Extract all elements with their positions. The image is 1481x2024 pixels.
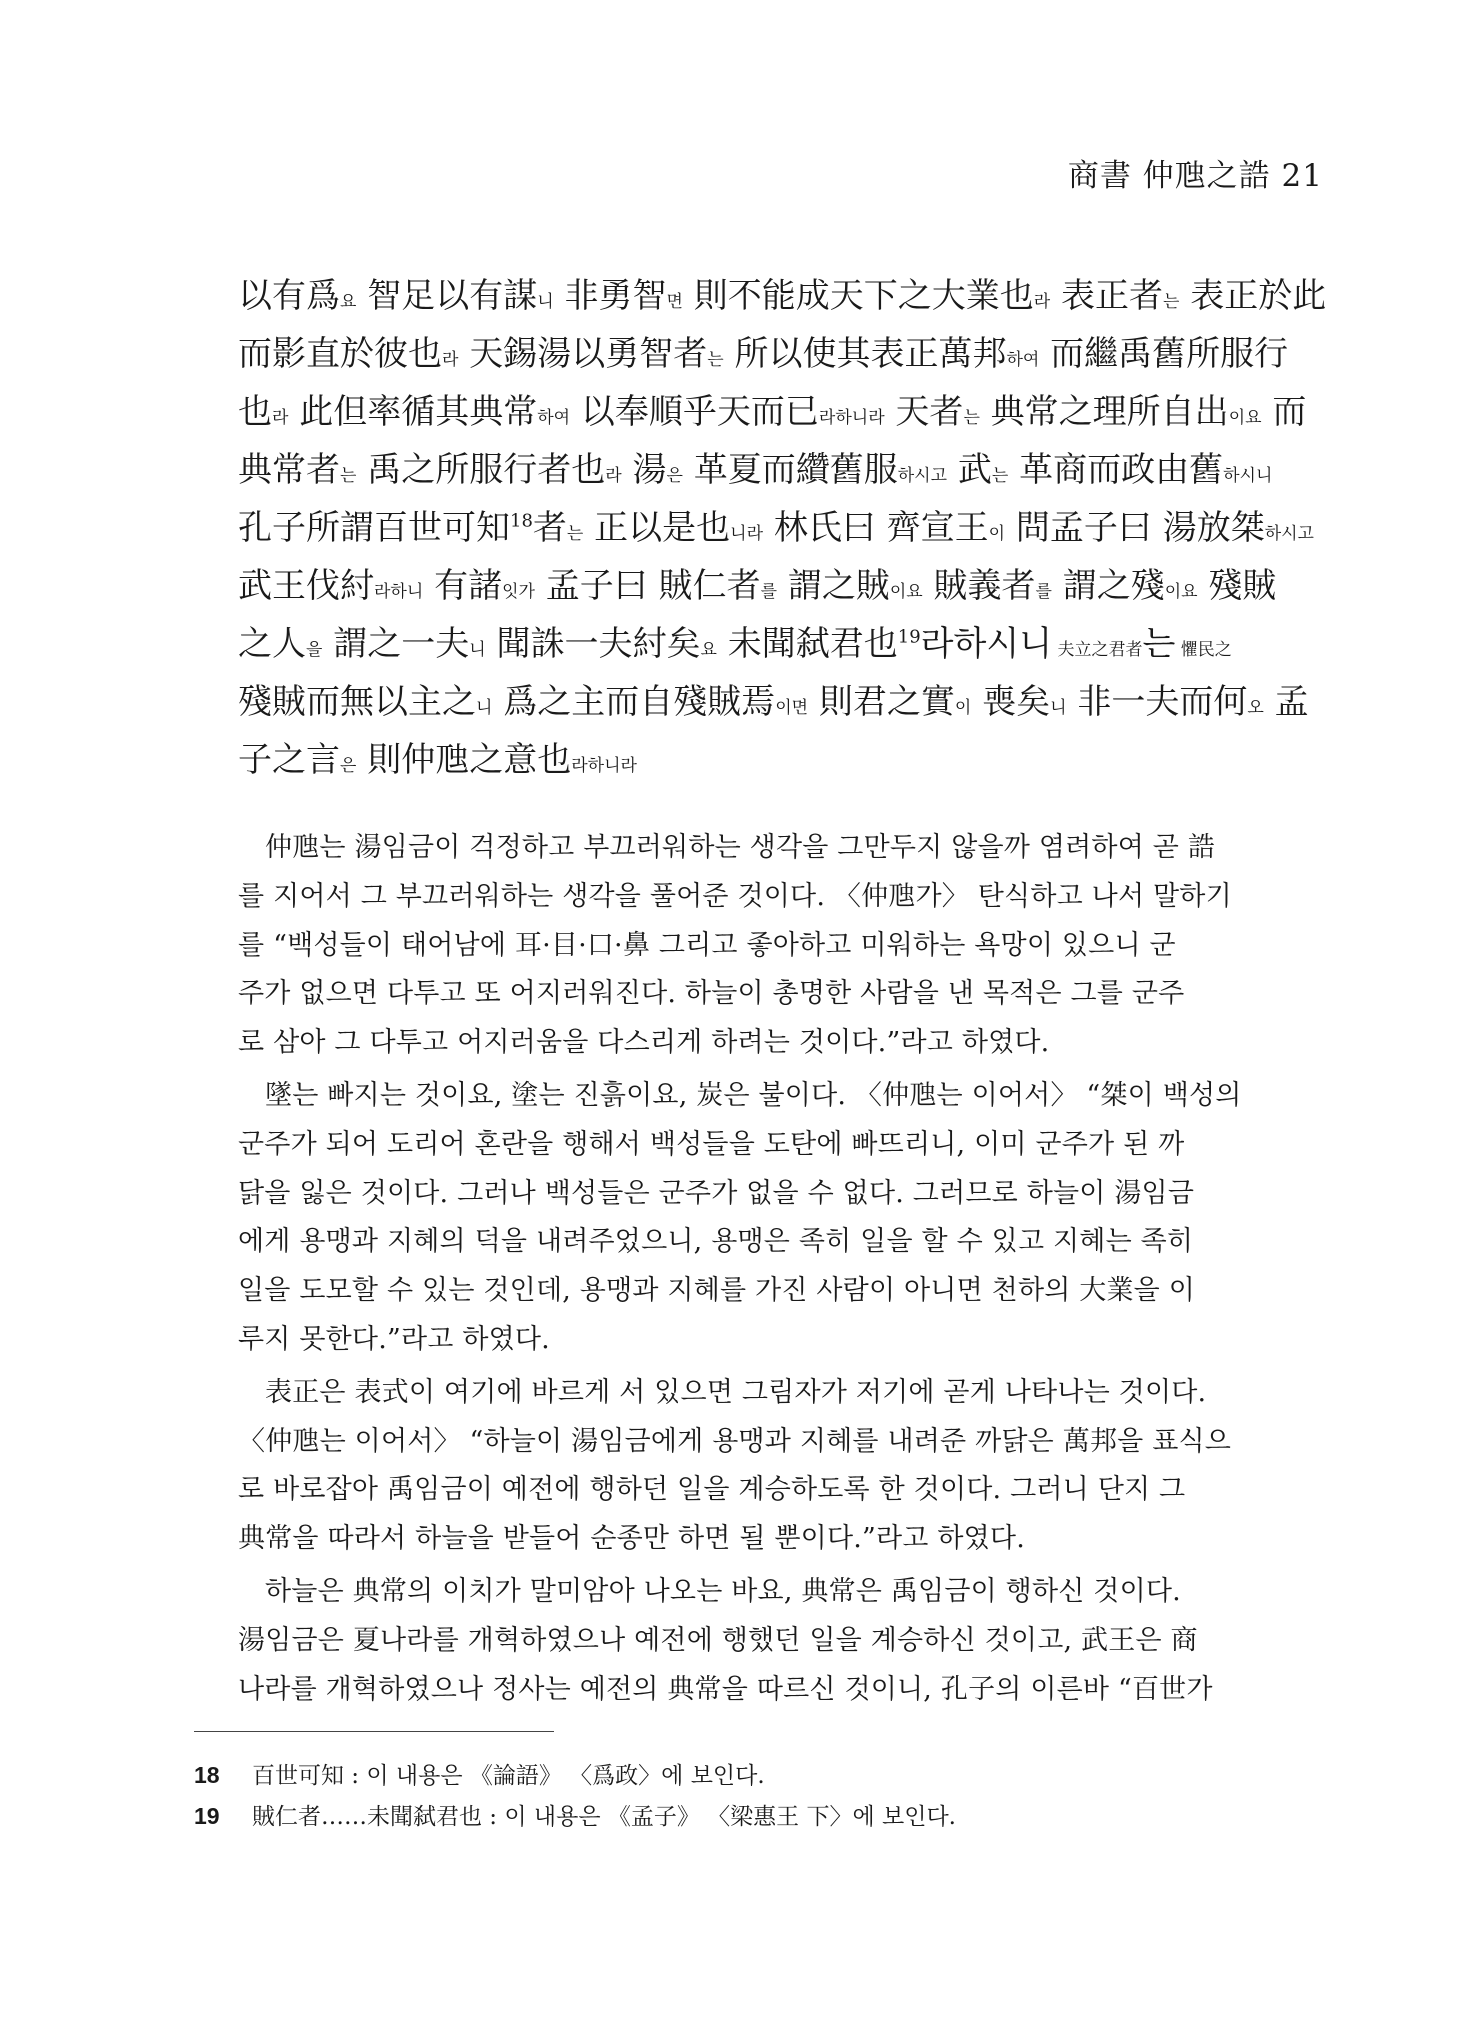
commentary-text: 正以是也 [583,508,731,548]
commentary-text: 謂之賊 [777,566,890,606]
translation-line: 를 “백성들이 태어남에 耳·目·口·鼻 그리고 좋아하고 미워하는 욕망이 있으니 군 [238,929,1176,961]
commentary-text: 武王伐紂 [238,566,374,606]
commentary-text: 孔子所謂百世可知 [238,508,510,548]
particle: 잇가 [502,582,535,602]
particle: 를 [760,582,778,602]
commentary-text: 以奉順乎天而已 [570,392,819,432]
particle: 라하니 [374,582,424,602]
particle: 는 [1163,292,1180,312]
translation-line: 로 삼아 그 다투고 어지러움을 다스리게 하려는 것이다.”라고 하였다. [238,1027,1050,1059]
particle: 면 [666,292,683,312]
translation-paragraph [238,824,1293,1068]
commentary-text: 喪矣 [971,682,1051,722]
particle: 니 [476,698,493,718]
particle: 오 [1247,698,1264,718]
translation-line: 나라를 개혁하였으나 정사는 예전의 典常을 따르신 것이니, 孔子의 이른바 “百世가 [238,1673,1213,1705]
commentary-text: 而 [1261,392,1307,432]
footnote-marker: 18 [510,510,533,532]
commentary-line [238,618,1293,676]
commentary-text: 則君之實 [808,682,955,722]
particle: 니라 [730,524,764,544]
particle: 라 [1033,292,1051,312]
particle: 라하니라 [818,408,885,428]
particle: 이면 [775,698,809,718]
commentary-text: 라하시니 [920,624,1053,664]
commentary-text: 而影直於彼也 [238,334,442,374]
particle: 요 [700,640,717,660]
particle: 는 [340,466,357,486]
commentary-text: 謂之一夫 [322,624,470,664]
commentary-text: 天者 [884,392,964,432]
commentary-text: 孟 [1263,682,1309,722]
commentary-line [238,560,1293,618]
translation-line: 루지 못한다.”라고 하였다. [238,1323,550,1355]
translation-line: 表正은 表式이 여기에 바르게 서 있으면 그림자가 저기에 곧게 나타나는 것이다. [265,1376,1207,1408]
commentary-text: 此但率循其典常 [288,392,538,432]
particle: 는 [991,466,1009,486]
commentary-line [238,676,1309,734]
translation-line: 典常을 따라서 하늘을 받들어 순종만 하면 될 뿐이다.”라고 하였다. [238,1523,1025,1555]
particle: 하여 [1006,350,1040,370]
header-title: 商書 仲虺之誥 [1067,158,1271,194]
commentary-text: 湯 [621,450,667,490]
main-text [238,270,1327,1718]
commentary-text: 賊義者 [922,566,1036,606]
commentary-text: 表正於此 [1179,276,1327,316]
particle: 이요 [1228,408,1262,428]
commentary-text: 殘賊而無以主之 [238,682,476,722]
commentary-line [238,386,1307,444]
translation-line: 일을 도모할 수 있는 것인데, 용맹과 지혜를 가진 사람이 아니면 천하의 大業을 이 [238,1275,1196,1307]
translation-line: 仲虺는 湯임금이 걱정하고 부끄러워하는 생각을 그만두지 않을까 염려하여 곧 誥 [265,832,1216,863]
commentary-line [238,444,1293,502]
particle: 라 [605,466,622,486]
particle: 이 [988,524,1006,544]
particle: 라 [272,408,289,428]
translation-block [238,824,1293,1714]
particle: 을 [306,640,323,660]
particle: 懼民之 [1175,640,1232,660]
particle: 은 [666,466,683,486]
particle: 하시고 [897,466,948,486]
commentary-text: 以有爲 [238,276,340,316]
commentary-text: 所以使其表正萬邦 [723,334,1007,374]
commentary-line [238,270,1327,328]
translation-line: 닭을 잃은 것이다. 그러나 백성들은 군주가 없을 수 없다. 그러므로 하늘이 湯임금 [238,1177,1195,1209]
particle: 은 [340,756,357,776]
particle: 를 [1035,582,1052,602]
footnote-text: 賊仁者……未聞弑君也 : 이 내용은 《孟子》 〈梁惠王 下〉에 보인다. [252,1804,956,1830]
particle: 하시고 [1264,524,1314,544]
commentary-text: 革商而政由舊 [1008,450,1224,490]
commentary-text: 爲之主而自殘賊焉 [492,682,776,722]
commentary-line [238,502,1314,560]
translation-line: 湯임금은 夏나라를 개혁하였으나 예전에 행했던 일을 계승하신 것이고, 武王은 商 [238,1624,1198,1656]
commentary-text: 之人 [238,624,306,664]
commentary-text: 武 [947,450,992,490]
footnote-number: 19 [194,1803,220,1829]
particle: 니 [537,292,554,312]
translation-paragraph [238,1369,1293,1564]
particle: 이 [954,698,972,718]
translation-line: 〈仲虺는 이어서〉 “하늘이 湯임금에게 용맹과 지혜를 내려준 까닭은 萬邦을 표식으 [238,1425,1232,1457]
page-number: 21 [1281,158,1323,194]
particle: 니 [469,640,486,660]
footnote-number: 18 [194,1762,220,1788]
translation-line: 군주가 되어 도리어 혼란을 행해서 백성들을 도탄에 빠뜨리니, 이미 군주가 된 까 [238,1128,1185,1160]
commentary-text: 殘賊 [1197,566,1277,606]
commentary-text: 非勇智 [553,276,667,316]
translation-paragraph [238,1568,1293,1714]
footnote-text: 百世可知 : 이 내용은 《論語》 〈爲政〉에 보인다. [252,1763,765,1789]
commentary-text: 者 [532,508,567,548]
translation-line: 에게 용맹과 지혜의 덕을 내려주었으니, 용맹은 족히 일을 할 수 있고 지혜는 족히 [238,1226,1194,1258]
translation-line: 주가 없으면 다투고 또 어지러워진다. 하늘이 총명한 사람을 낸 목적은 그를 군주 [238,978,1185,1010]
commentary-text: 未聞弑君也 [716,624,898,664]
commentary-text: 孟子曰 賊仁者 [534,566,761,606]
particle: 는 [707,350,724,370]
commentary-block [238,270,1327,792]
commentary-text: 林氏曰 齊宣王 [763,508,989,548]
particle: 는 [963,408,980,428]
footnotes [194,1755,1294,1837]
commentary-text: 非一夫而何 [1066,682,1248,722]
commentary-text: 則不能成天下之大業也 [682,276,1034,316]
commentary-text: 有諸 [423,566,503,606]
particle: 니 [1050,698,1067,718]
commentary-line [238,734,1293,792]
running-header [1068,150,1323,195]
commentary-text: 禹之所服行者也 [356,450,606,490]
footnote [194,1755,1294,1796]
footnote-divider [194,1731,554,1732]
particle: 요 [340,292,357,312]
commentary-text: 問孟子曰 湯放桀 [1005,508,1265,548]
particle: 하여 [537,408,571,428]
translation-line: 墜는 빠지는 것이요, 塗는 진흙이요, 炭은 불이다. 〈仲虺는 이어서〉 “桀이 백성의 [265,1079,1242,1111]
particle: 하시니 [1223,466,1273,486]
commentary-text: 는 [1142,624,1176,664]
particle: 라하니라 [571,756,637,776]
particle: 라 [442,350,459,370]
footnote-marker: 19 [897,626,921,648]
commentary-text: 而繼禹舊所服行 [1039,334,1289,374]
particle: 이요 [1164,582,1198,602]
commentary-text: 革夏而纘舊服 [682,450,898,490]
commentary-text: 典常者 [238,450,340,490]
commentary-text: 則仲虺之意也 [356,740,572,780]
footnote [194,1796,1294,1837]
commentary-text: 天錫湯以勇智者 [458,334,708,374]
translation-line: 를 지어서 그 부끄러워하는 생각을 풀어준 것이다. 〈仲虺가〉 탄식하고 나서 말하기 [238,880,1232,912]
commentary-text: 智足以有謀 [356,276,538,316]
commentary-text: 謂之殘 [1051,566,1165,606]
particle: 夫立之君者 [1052,640,1143,660]
translation-line: 하늘은 典常의 이치가 말미암아 나오는 바요, 典常은 禹임금이 행하신 것이다. [265,1575,1181,1607]
commentary-text: 典常之理所自出 [979,392,1229,432]
commentary-line [238,328,1293,386]
particle: 이요 [889,582,923,602]
commentary-text: 表正者 [1050,276,1163,316]
translation-paragraph [238,1072,1293,1365]
commentary-text: 也 [238,392,272,432]
translation-line: 로 바로잡아 禹임금이 예전에 행하던 일을 계승하도록 한 것이다. 그러니 단지 그 [238,1474,1186,1506]
commentary-text: 子之言 [238,740,340,780]
particle: 는 [566,524,584,544]
commentary-text: 聞誅一夫紂矣 [485,624,701,664]
